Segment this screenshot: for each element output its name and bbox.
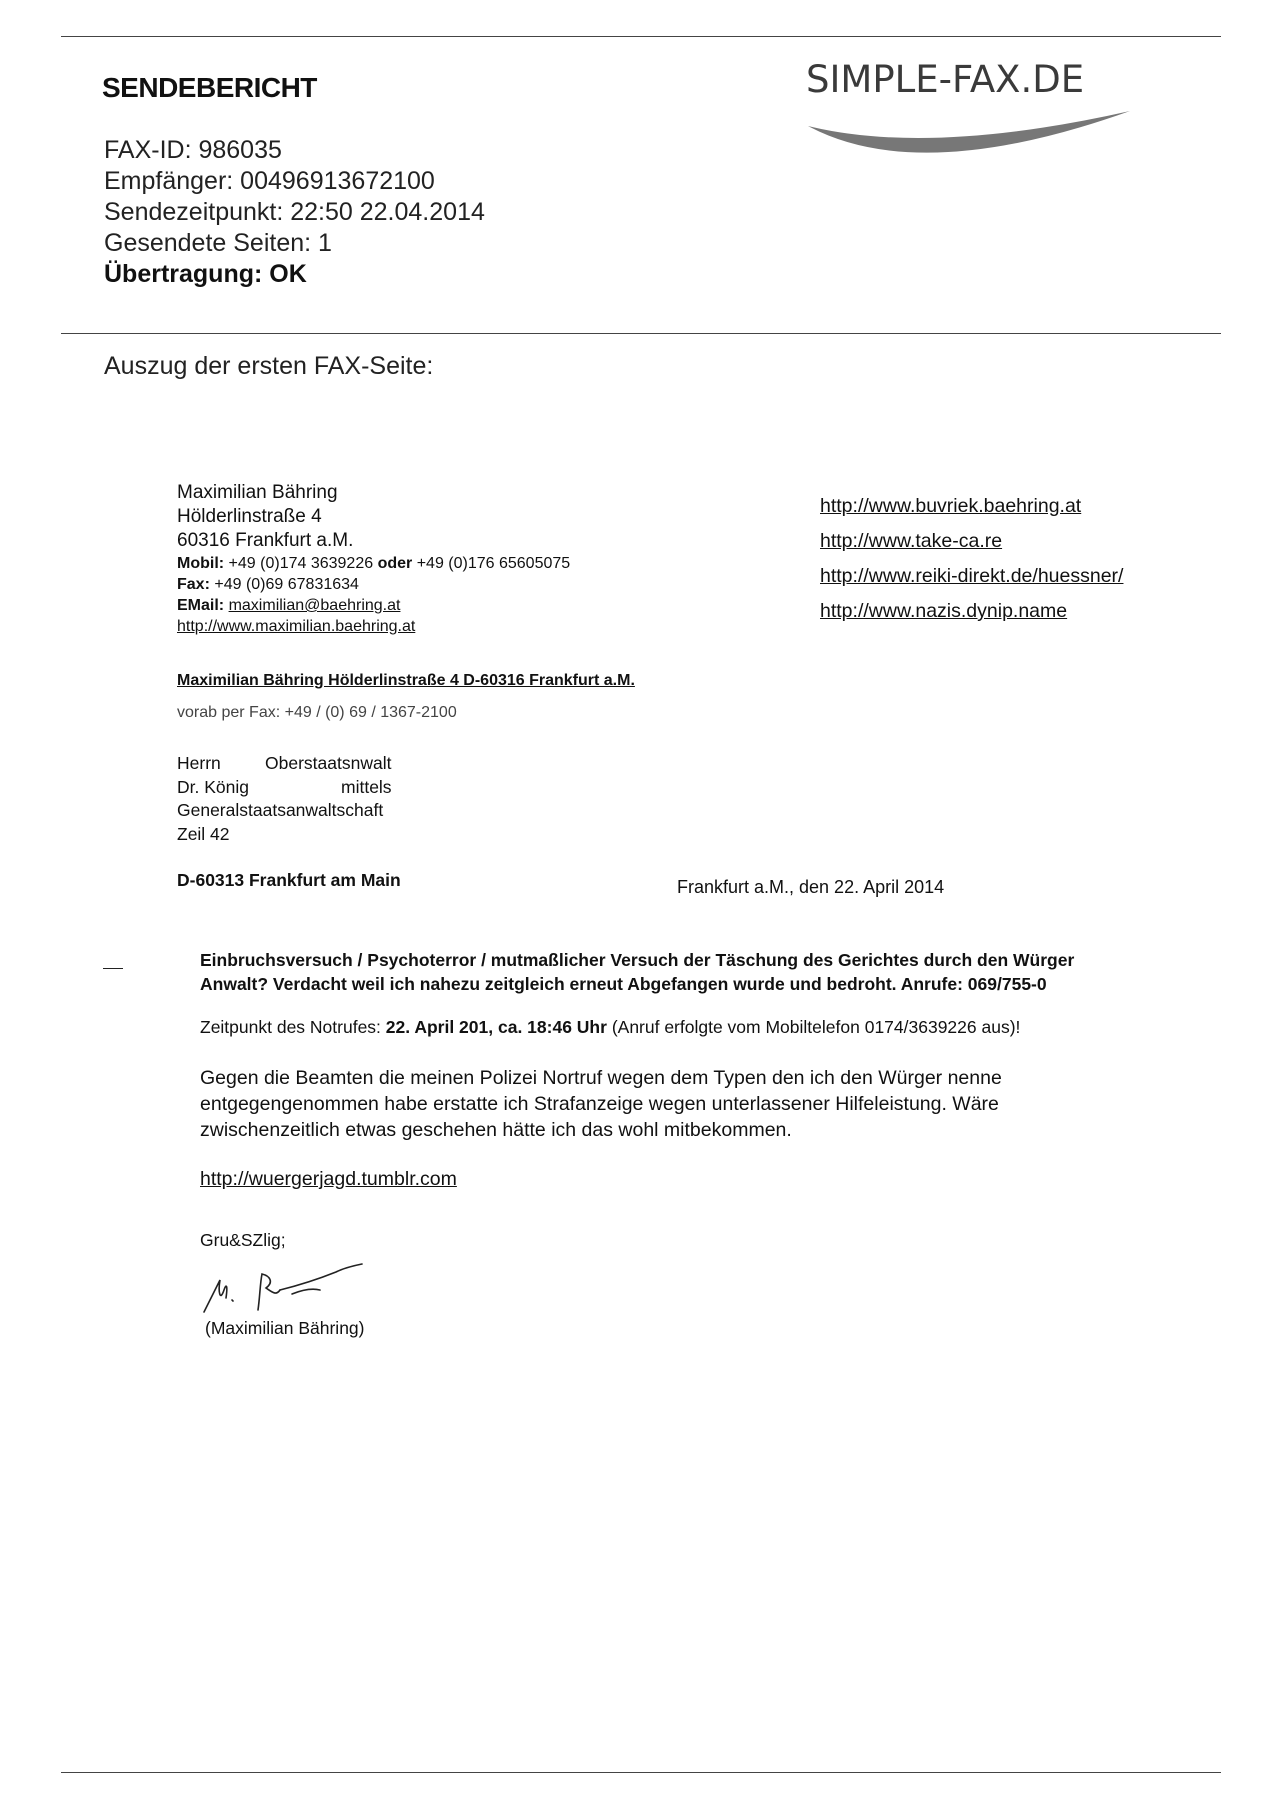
link-buvriek[interactable]: http://www.buvriek.baehring.at [820,495,1082,517]
link-take-ca[interactable]: http://www.take-ca.re [820,530,1003,552]
section-divider [61,333,1221,334]
fax-prefix: vorab per Fax: +49 / (0) 69 / 1367-2100 [177,704,457,721]
transmission-status: Übertragung: OK [104,260,307,288]
fold-mark [103,968,123,969]
sender-fax: Fax: +49 (0)69 67831634 [177,576,359,593]
sender-city: 60316 Frankfurt a.M. [177,530,354,551]
recipient-line-2: Dr. König mittels [177,776,392,797]
fax-id: FAX-ID: 986035 [104,136,282,164]
fax-meta [104,135,485,290]
logo-text: SIMPLE-FAX.DE [806,58,1085,101]
recipient-city: D-60313 Frankfurt am Main [177,870,401,890]
link-reiki[interactable]: http://www.reiki-direkt.de/huessner/ [820,565,1124,587]
send-time: Sendezeitpunkt: 22:50 22.04.2014 [104,198,485,226]
recipient-line-4: Zeil 42 [177,823,230,844]
body-paragraph: Gegen die Beamten die meinen Polizei Nortruf wegen dem Typen den ich den Würger nenne entgegengenommen habe erstatte ich Strafanzeige wegen unterlassener Hilfeleistung. Wäre zwischenzeitlich etwas geschehen hätte ich das wohl mitbekommen. [200,1067,1002,1141]
notruf-line: Zeitpunkt des Notrufes: 22. April 201, ca. 18:46 Uhr (Anruf erfolgte vom Mobiltelefon 0174/3639226 aus)! [200,1017,1021,1037]
excerpt-heading: Auszug der ersten FAX-Seite: [104,352,434,380]
sender-mobil: Mobil: +49 (0)174 3639226 oder +49 (0)176 65605075 [177,555,571,572]
subject-line-1: Einbruchsversuch / Psychoterror / mutmaßlicher Versuch der Täschung des Gerichtes durch den Würger [200,950,1075,970]
recipient-address [177,752,392,846]
sender-block [177,481,570,637]
sender-name: Maximilian Bähring [177,482,338,503]
subject [200,948,1074,996]
email-link[interactable]: maximilian@baehring.at [228,597,401,614]
signer-name: (Maximilian Bähring) [205,1318,365,1338]
pages-sent: Gesendete Seiten: 1 [104,229,332,257]
recipient-line-1: Herrn Oberstaatsnwalt [177,753,392,773]
top-divider [61,36,1221,37]
notruf-time: 22. April 201, ca. 18:46 Uhr [385,1017,607,1037]
greeting: Gru&SZlig; [200,1230,286,1250]
bottom-divider [61,1772,1221,1773]
signature-image [196,1250,376,1320]
tumblr-link[interactable]: http://wuergerjagd.tumblr.com [200,1168,457,1190]
sender-street: Hölderlinstraße 4 [177,506,322,527]
letter-date: Frankfurt a.M., den 22. April 2014 [677,877,945,897]
subject-line-2: Anwalt? Verdacht weil ich nahezu zeitgleich erneut Abgefangen wurde und bedroht. Anrufe: 069/755-0 [200,974,1047,994]
report-title: SENDEBERICHT [102,72,317,103]
simple-fax-logo [800,56,1220,156]
fax-recipient: Empfänger: 00496913672100 [104,167,435,195]
link-nazis[interactable]: http://www.nazis.dynip.name [820,600,1068,622]
link-list [820,489,1123,629]
recipient-line-3: Generalstaatsanwaltschaft [177,800,384,820]
sender-website-link[interactable]: http://www.maximilian.baehring.at [177,618,416,635]
sender-email: EMail: maximilian@baehring.at [177,597,401,614]
return-address: Maximilian Bähring Hölderlinstraße 4 D-60316 Frankfurt a.M. [177,672,635,689]
